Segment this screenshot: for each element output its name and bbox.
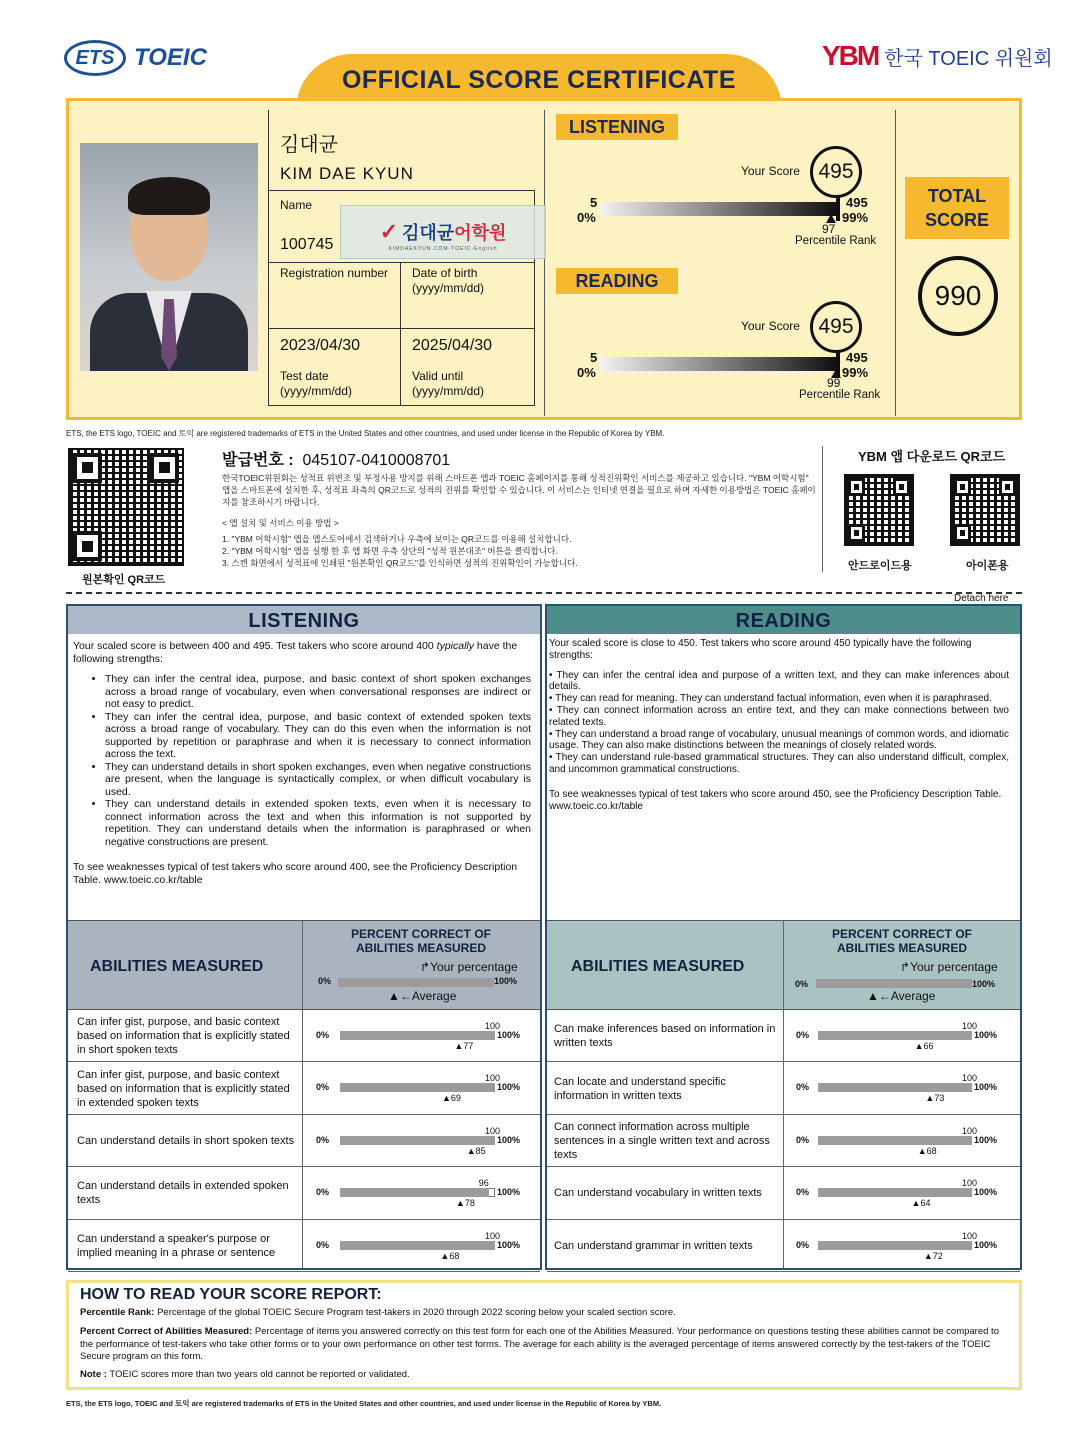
reading-strength: • They can connect information across an entire text, and they can make connections between two related texts. bbox=[549, 705, 1009, 729]
detach-label: Detach here bbox=[954, 593, 1009, 604]
listening-ability-zero: 0% bbox=[316, 1187, 330, 1198]
listening-ability-score-value: 100 bbox=[485, 1230, 501, 1241]
reading-ability-hundred: 100% bbox=[974, 1134, 998, 1145]
listening-ability-hundred: 100% bbox=[497, 1187, 521, 1198]
reading-ability-average-marker: ▲72 bbox=[923, 1250, 943, 1261]
listening-ability-average-marker: ▲68 bbox=[440, 1250, 460, 1261]
issue-label: 발급번호 : bbox=[222, 452, 294, 469]
reading-strength: • They can understand a broad range of vocabulary, unusual meanings of common words, and idiomatic usage. They can also make distinctions between the meanings of closely related words. bbox=[549, 729, 1009, 753]
reading-ability-zero: 0% bbox=[796, 1134, 810, 1145]
listening-ability-zero: 0% bbox=[316, 1134, 330, 1145]
listening-max: 495 bbox=[846, 195, 868, 210]
listening-your-percentage-label: ↱Your percentage bbox=[420, 960, 518, 974]
listening-ability-score-value: 96 bbox=[478, 1178, 489, 1189]
listening-ability-score-bar bbox=[340, 1083, 495, 1092]
reading-ability-hundred: 100% bbox=[974, 1187, 998, 1198]
listening-strength: • They can infer the central idea, purpose, and basic context of extended spoken texts across a broad range of vocabulary. They can do this even when the information is not supported by repetition or paraphrase and when it is necessary to connect information across the text. bbox=[105, 711, 531, 761]
how-to-title: HOW TO READ YOUR SCORE REPORT: bbox=[80, 1286, 382, 1303]
reading-ability-zero: 0% bbox=[796, 1239, 810, 1250]
seal-text-b: 어학원 bbox=[454, 223, 507, 243]
listening-strength: • They can infer the central idea, purpose, and basic context of short spoken exchanges across a broad range of vocabulary, even when conversational responses are indirect or not easy to predict. bbox=[105, 673, 531, 711]
listening-percentile-rank-label: Percentile Rank bbox=[795, 235, 877, 247]
method-title: < 앱 설치 및 서비스 이용 방법 > bbox=[222, 518, 339, 528]
listening-ability-label: Can understand details in short spoken texts bbox=[77, 1135, 295, 1147]
reading-ability-label: Can understand vocabulary in written texts bbox=[554, 1187, 762, 1200]
listening-ability-score-bar bbox=[340, 1136, 495, 1145]
method-step-2: 2. "YBM 어학시험" 앱을 실행 한 후 앱 화면 우측 상단의 "성적 원본대조" 버튼을 클릭합니다. bbox=[222, 546, 558, 556]
listening-ability-hundred: 100% bbox=[497, 1239, 521, 1250]
reading-percentile: 99 bbox=[827, 376, 841, 390]
listening-ability-hundred: 100% bbox=[497, 1134, 521, 1145]
reading-ability-average-marker: ▲66 bbox=[914, 1041, 934, 1051]
listening-ability-average-marker: ▲77 bbox=[454, 1041, 474, 1051]
reading-section-title: READING bbox=[735, 610, 832, 632]
reading-pct-title: PERCENT CORRECT OF ABILITIES MEASURED bbox=[831, 927, 972, 955]
academy-logo-icon: ✓ bbox=[379, 219, 399, 244]
listening-average-label: ▲←Average bbox=[388, 989, 457, 1003]
method-step-3: 3. 스캔 화면에서 성적표에 인쇄된 "원본확인 QR코드"를 인식하면 성적의 진위확인이 가능합니다. bbox=[222, 558, 578, 568]
reading-legend-hundred: 100% bbox=[972, 979, 996, 989]
listening-ability-score-value: 100 bbox=[485, 1073, 501, 1084]
reading-description bbox=[549, 638, 1009, 776]
reading-score-bar bbox=[600, 357, 836, 371]
listening-ability-score-bar bbox=[340, 1188, 489, 1197]
reading-ability-zero: 0% bbox=[796, 1030, 810, 1040]
listening-ability-zero: 0% bbox=[316, 1082, 330, 1093]
reading-ability-label: Can connect information across multiple sentences in a single written text and across texts bbox=[554, 1121, 770, 1161]
app-download-label: YBM 앱 다운로드 QR코드 bbox=[858, 449, 1006, 464]
listening-ability-zero: 0% bbox=[316, 1239, 330, 1250]
reading-footer: To see weaknesses typical of test takers who score around 450, see the Proficiency Description Table. www.toeic.co.kr/table bbox=[549, 789, 1002, 812]
listening-abilities-title: ABILITIES MEASURED bbox=[90, 958, 264, 975]
listening-ability-average-marker: ▲69 bbox=[441, 1093, 461, 1104]
total-label-2: SCORE bbox=[924, 210, 989, 230]
reading-ability-label: Can locate and understand specific information in written texts bbox=[554, 1075, 726, 1102]
reading-min-pct: 0% bbox=[577, 365, 596, 380]
reading-average-label: ▲←Average bbox=[867, 989, 936, 1003]
reading-percentile-rank-label: Percentile Rank bbox=[799, 389, 881, 401]
app-download-divider bbox=[822, 446, 823, 572]
listening-score: 495 bbox=[810, 146, 862, 198]
listening-ability-average-marker: ▲78 bbox=[455, 1198, 475, 1209]
ybm-logo bbox=[822, 40, 1053, 72]
name-label: Name bbox=[280, 198, 313, 212]
reading-max: 495 bbox=[846, 350, 868, 365]
dob-label: Date of birth (yyyy/mm/dd) bbox=[412, 266, 484, 295]
reading-abilities-title: ABILITIES MEASURED bbox=[571, 958, 745, 975]
ybm-committee-text: 한국 TOEIC 위원회 bbox=[884, 47, 1053, 70]
examinee-photo bbox=[80, 143, 258, 371]
android-app-qr-code[interactable] bbox=[844, 474, 914, 546]
reading-label: READING bbox=[556, 268, 678, 294]
reading-ability-hundred: 100% bbox=[974, 1030, 998, 1040]
valid-until-label: Valid until (yyyy/mm/dd) bbox=[412, 369, 484, 398]
verification-description: 한국TOEIC위원회는 성적표 위변조 및 부정사용 방지를 위해 스마트폰 앱과 TOEIC 홈페이지를 통해 성적진위확인 서비스를 제공하고 있습니다. "YBM 어학시험" 앱을 스마트폰에 설치한 후, 성적표 좌측의 QR코드로 성적의 진위를 확인할 수 있습니다. 이 서비스는 인터넷 연결을 필요로 하며 자세한 이용방법은 TOEIC 홈페이지를 참조하시기 바랍니다. bbox=[222, 473, 816, 507]
trademark-top: ETS, the ETS logo, TOEIC and 토익 are registered trademarks of ETS in the United States and other countries, and used under license in the Republic of Korea by YBM. bbox=[66, 429, 665, 438]
reading-ability-zero: 0% bbox=[796, 1187, 810, 1198]
test-date: 2023/04/30 bbox=[280, 337, 361, 354]
seal-text-a: 김대균 bbox=[402, 223, 455, 243]
certificate-title: OFFICIAL SCORE CERTIFICATE bbox=[341, 66, 737, 94]
reading-ability-score-value: 100 bbox=[962, 1073, 978, 1084]
listening-your-score-label: Your Score bbox=[741, 164, 800, 178]
listening-ability-label: Can infer gist, purpose, and basic context based on information that is explicitly stated in extended spoken texts bbox=[77, 1068, 290, 1109]
listening-strength: • They can understand details in extended spoken texts, even when it is necessary to connect information across the text and when this information is not supported by repetition. They can understand details when the information is paraphrased or when negative constructions are present. bbox=[105, 798, 531, 848]
listening-section-title: LISTENING bbox=[248, 610, 360, 632]
reading-ability-zero: 0% bbox=[796, 1082, 810, 1093]
percent-correct-explanation: Percent Correct of Abilities Measured: Percentage of items you answered correctly on this test form for each one of the Abilities Measured. Your performance on questions testing these abilities cannot be compared to the performance of test-takers who take other forms or to your own performance on other test forms. The average for each ability is the averaged percentage of items answered correctly by the test-takers of the TOEIC Secure program on this form. bbox=[80, 1326, 999, 1362]
listening-description bbox=[73, 640, 531, 848]
reading-intro: Your scaled score is close to 450. Test takers who score around 450 typically have the following strengths: bbox=[549, 638, 972, 661]
registration-label: Registration number bbox=[280, 266, 389, 280]
listening-label: LISTENING bbox=[556, 114, 678, 140]
reading-ability-average-marker: ▲73 bbox=[925, 1093, 945, 1104]
reading-ability-label: Can understand grammar in written texts bbox=[554, 1239, 753, 1252]
test-date-label: Test date (yyyy/mm/dd) bbox=[280, 369, 352, 398]
listening-percentile: 97 bbox=[822, 222, 836, 236]
reading-score: 495 bbox=[810, 301, 862, 353]
listening-min: 5 bbox=[590, 195, 598, 210]
registration-number: 100745 bbox=[280, 236, 334, 253]
reading-ability-score-value: 100 bbox=[962, 1230, 978, 1241]
seal-subtext: KIMDAEKYUN.COM·TOEIC·English bbox=[388, 246, 498, 252]
ets-logo: ETS bbox=[64, 40, 126, 76]
listening-ability-hundred: 100% bbox=[497, 1082, 521, 1093]
original-verification-qr-code[interactable] bbox=[68, 448, 184, 566]
listening-max-pct: 99% bbox=[842, 210, 869, 225]
detach-line bbox=[66, 592, 1022, 594]
reading-min: 5 bbox=[590, 350, 598, 365]
listening-ability-label: Can understand details in extended spoken texts bbox=[77, 1180, 289, 1207]
listening-ability-score-value: 100 bbox=[485, 1021, 501, 1031]
total-score-label bbox=[905, 177, 1009, 239]
valid-until: 2025/04/30 bbox=[412, 337, 493, 354]
listening-ability-score-value: 100 bbox=[485, 1125, 501, 1136]
reading-ability-score-bar bbox=[818, 1136, 972, 1145]
android-label: 안드로이드용 bbox=[848, 560, 912, 572]
reading-ability-score-bar bbox=[818, 1188, 972, 1197]
listening-ability-label: Can understand a speaker's purpose or implied meaning in a phrase or sentence bbox=[77, 1232, 276, 1259]
listening-min-pct: 0% bbox=[577, 210, 596, 225]
note-text: Note : TOEIC scores more than two years old cannot be reported or validated. bbox=[80, 1369, 410, 1380]
listening-legend-zero: 0% bbox=[318, 976, 332, 986]
listening-ability-average-marker: ▲85 bbox=[466, 1145, 486, 1156]
listening-ability-score-bar bbox=[340, 1031, 495, 1040]
original-qr-label: 원본확인 QR코드 bbox=[82, 574, 166, 586]
toeic-logo: TOEIC bbox=[134, 44, 207, 71]
reading-strength: • They can infer the central idea and purpose of a written text, and they can make inferences about details. bbox=[549, 670, 1009, 694]
total-label-1: TOTAL bbox=[927, 186, 987, 206]
reading-ability-score-value: 100 bbox=[962, 1125, 978, 1136]
listening-ability-score-bar bbox=[340, 1241, 495, 1250]
reading-max-pct: 99% bbox=[842, 365, 869, 380]
reading-legend-zero: 0% bbox=[795, 979, 809, 989]
listening-legend-hundred: 100% bbox=[494, 976, 518, 986]
listening-legend-bar bbox=[338, 978, 494, 987]
listening-ability-hundred: 100% bbox=[497, 1030, 521, 1040]
listening-intro: Your scaled score is between 400 and 495. Test takers who score around 400 typically have the following strengths: bbox=[73, 640, 518, 665]
name-english: KIM DAE KYUN bbox=[280, 164, 414, 183]
listening-score-bar bbox=[600, 202, 836, 216]
reading-ability-score-value: 100 bbox=[962, 1021, 978, 1031]
listening-strength: • They can understand details in short spoken exchanges, even when negative constructions are present, when the language is syntactically complex, or when difficult vocabulary is used. bbox=[105, 761, 531, 799]
reading-ability-average-marker: ▲64 bbox=[911, 1198, 931, 1209]
reading-legend-bar bbox=[816, 979, 972, 988]
reading-strength: • They can read for meaning. They can understand factual information, even when it is paraphrased. bbox=[549, 693, 1009, 705]
listening-ability-zero: 0% bbox=[316, 1030, 330, 1040]
name-korean: 김대균 bbox=[280, 134, 338, 156]
reading-your-percentage-label: ↱Your percentage bbox=[900, 960, 998, 974]
trademark-bottom: ETS, the ETS logo, TOEIC and 토익 are registered trademarks of ETS in the United States and other countries, and used under license in the Republic of Korea by YBM. bbox=[66, 1399, 662, 1408]
iphone-label: 아이폰용 bbox=[966, 560, 1009, 572]
total-score: 990 bbox=[918, 256, 998, 336]
reading-ability-score-value: 100 bbox=[962, 1178, 978, 1189]
ets-toeic-logo bbox=[64, 40, 207, 76]
listening-ability-label: Can infer gist, purpose, and basic context based on information that is explicitly stated in short spoken texts bbox=[77, 1016, 290, 1057]
reading-ability-label: Can make inferences based on information in written texts bbox=[554, 1023, 776, 1050]
reading-ability-hundred: 100% bbox=[974, 1082, 998, 1093]
reading-ability-score-bar bbox=[818, 1031, 972, 1040]
reading-ability-hundred: 100% bbox=[974, 1239, 998, 1250]
iphone-app-qr-code[interactable] bbox=[950, 474, 1020, 546]
info-grid bbox=[268, 110, 269, 406]
listening-bar-end bbox=[836, 197, 840, 221]
method-step-1: 1. "YBM 어학시험" 앱을 앱스토어에서 검색하거나 우측에 보이는 QR코드를 이용해 설치합니다. bbox=[222, 534, 572, 544]
listening-footer: To see weaknesses typical of test takers who score around 400, see the Proficiency Description Table. www.toeic.co.kr/table bbox=[73, 861, 518, 886]
reading-strength: • They can understand rule-based grammatical structures. They can also understand difficult, complex, and uncommon grammatical constructions. bbox=[549, 752, 1009, 776]
percentile-rank-explanation: Percentile Rank: Percentage of the global TOEIC Secure Program test-takers in 2020 through 2022 scoring below your scaled section score. bbox=[80, 1307, 676, 1318]
reading-ability-score-bar bbox=[818, 1083, 972, 1092]
reading-your-score-label: Your Score bbox=[741, 319, 800, 333]
ybm-mark: YBM bbox=[822, 40, 879, 71]
listening-pct-title: PERCENT CORRECT OF ABILITIES MEASURED bbox=[350, 927, 491, 955]
issue-number: 045107-0410008701 bbox=[302, 452, 451, 469]
reading-ability-average-marker: ▲68 bbox=[917, 1145, 937, 1156]
issue-number-line bbox=[222, 447, 450, 470]
reading-ability-score-bar bbox=[818, 1241, 972, 1250]
academy-seal-sticker bbox=[340, 205, 546, 259]
